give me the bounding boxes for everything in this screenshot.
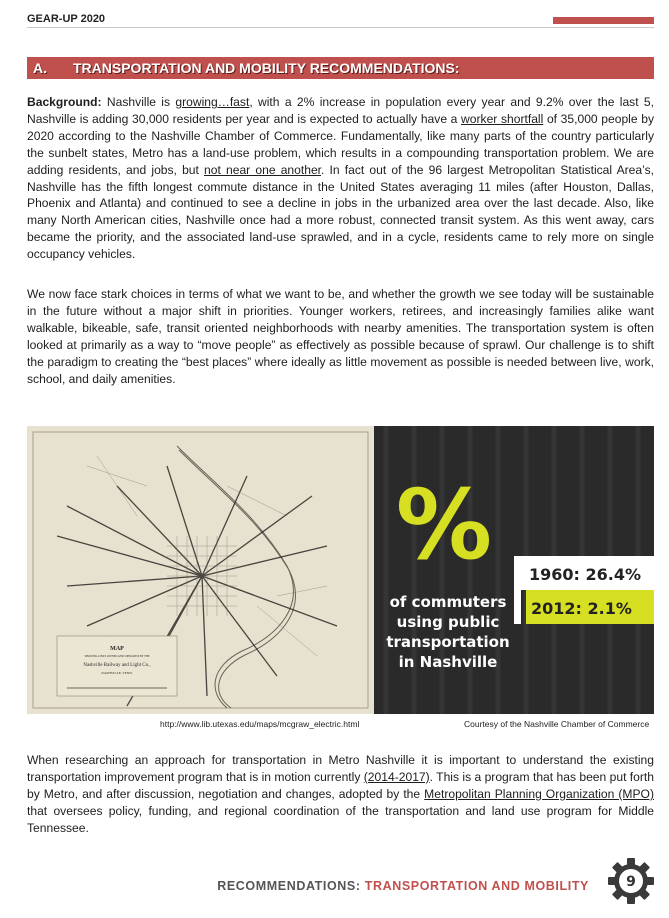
infographic-line-4: in Nashville [398,653,498,671]
text-run: that oversees policy, funding, and regional coordination of the transportation and land use program for Middle Tennessee. [27,803,654,835]
map-title: MAP [110,646,124,652]
section-heading [27,57,654,79]
percent-symbol: % [395,469,493,581]
stat-1960: 1960: 26.4% [529,565,642,584]
gear-icon [608,858,654,904]
stat-2012: 2012: 2.1% [531,599,632,618]
background-label: Background: [27,95,102,109]
map-company: Nashville Railway and Light Co., [83,663,151,668]
map-city: NASHVILLE, TENN. [101,671,133,675]
footer-section-name: TRANSPORTATION AND MOBILITY [364,879,589,893]
header-accent-bar [553,17,654,24]
link-worker-shortfall[interactable]: worker shortfall [461,111,544,126]
background-paragraph [27,94,654,263]
running-header-title: GEAR-UP 2020 [27,13,106,25]
map-subtitle: SHOWING LINES OWNED AND OPERATED BY THE [84,655,150,658]
text-run: , with a 2% increase in population every year and 9.2% over the last 5, Nashville is adding 30,000 residents per year and is expected to actually have a [27,95,654,126]
infographic-line-3: transportation [386,633,510,651]
header-divider [27,27,654,28]
text-run: When researching an approach for transportation in Metro Nashville it is important to understand the existing transportation improvement program that is in motion currently [27,753,654,784]
map-drawing [27,426,374,714]
section-number: A. [33,60,47,76]
page-number: 9 [626,874,636,890]
footer-section-label [217,879,589,893]
historic-streetcar-map [27,426,374,714]
infographic-caption: Courtesy of the Nashville Chamber of Commerce [464,719,650,729]
text-run: . In fact out of the 96 largest Metropolitan Statistical Area’s, Nashville has the fifth longest commute distance in the United States averaging 11 miles (after Houston, Dallas, Phoenix and Atlanta) and continued to see a decline in jobs in the urbanized area over the last decade. Also, like many North American cities, Nashville once had a more robust, connected transit system. As this went away, cars became the priority, and the associated land-use sprawled, and in a cycle, residents came to rely more on single occupancy vehicles. [27,162,655,262]
commuter-infographic [374,426,654,714]
text-run: of 35,000 people by 2020 according to the Nashville Chamber of Commerce. Fundamentally, like many parts of the country particularly the sunbelt states, Metro has a land-use problem, which results in a compounding transportation problem. We are adding residents, and jobs, but [27,111,654,177]
footer-prefix: RECOMMENDATIONS: [217,879,365,893]
link-mpo[interactable]: Metropolitan Planning Organization (MPO) [424,786,654,801]
infographic-line-2: using public [396,613,500,631]
infographic-drawing [374,426,654,714]
section-title: TRANSPORTATION AND MOBILITY RECOMMENDATIONS: [73,60,460,76]
link-growing-fast[interactable]: growing…fast [175,95,250,109]
text-run: . This is a program that has been put forth by Metro, and after discussion, negotiation and changes, adopted by the [27,769,654,801]
tip-paragraph [27,752,654,837]
link-not-near-one-another[interactable]: not near one another [204,162,322,177]
choices-paragraph: We now face stark choices in terms of what we want to be, and whether the growth we see today will be sustainable in the future without a major shift in priorities. Younger workers, retirees, and increasingly families alike want walkable, bikeable, safe, transit oriented neighborhoods with nearby amenities. The transportation system is often looked at primarily as a way to “move people” as effectively as possible because of sprawl. Our challenge is to shift the paradigm to creating the “best places” where ideally as little movement as possible is needed between live, work, school, and daily amenities. [27,287,654,386]
page-number-badge [608,858,654,904]
text-run: Nashville is [101,95,176,109]
map-caption: http://www.lib.utexas.edu/maps/mcgraw_electric.html [160,719,360,729]
stat-bar-2012 [514,590,521,624]
link-2014-2017[interactable]: (2014-2017) [363,769,430,784]
infographic-line-1: of commuters [389,593,507,611]
